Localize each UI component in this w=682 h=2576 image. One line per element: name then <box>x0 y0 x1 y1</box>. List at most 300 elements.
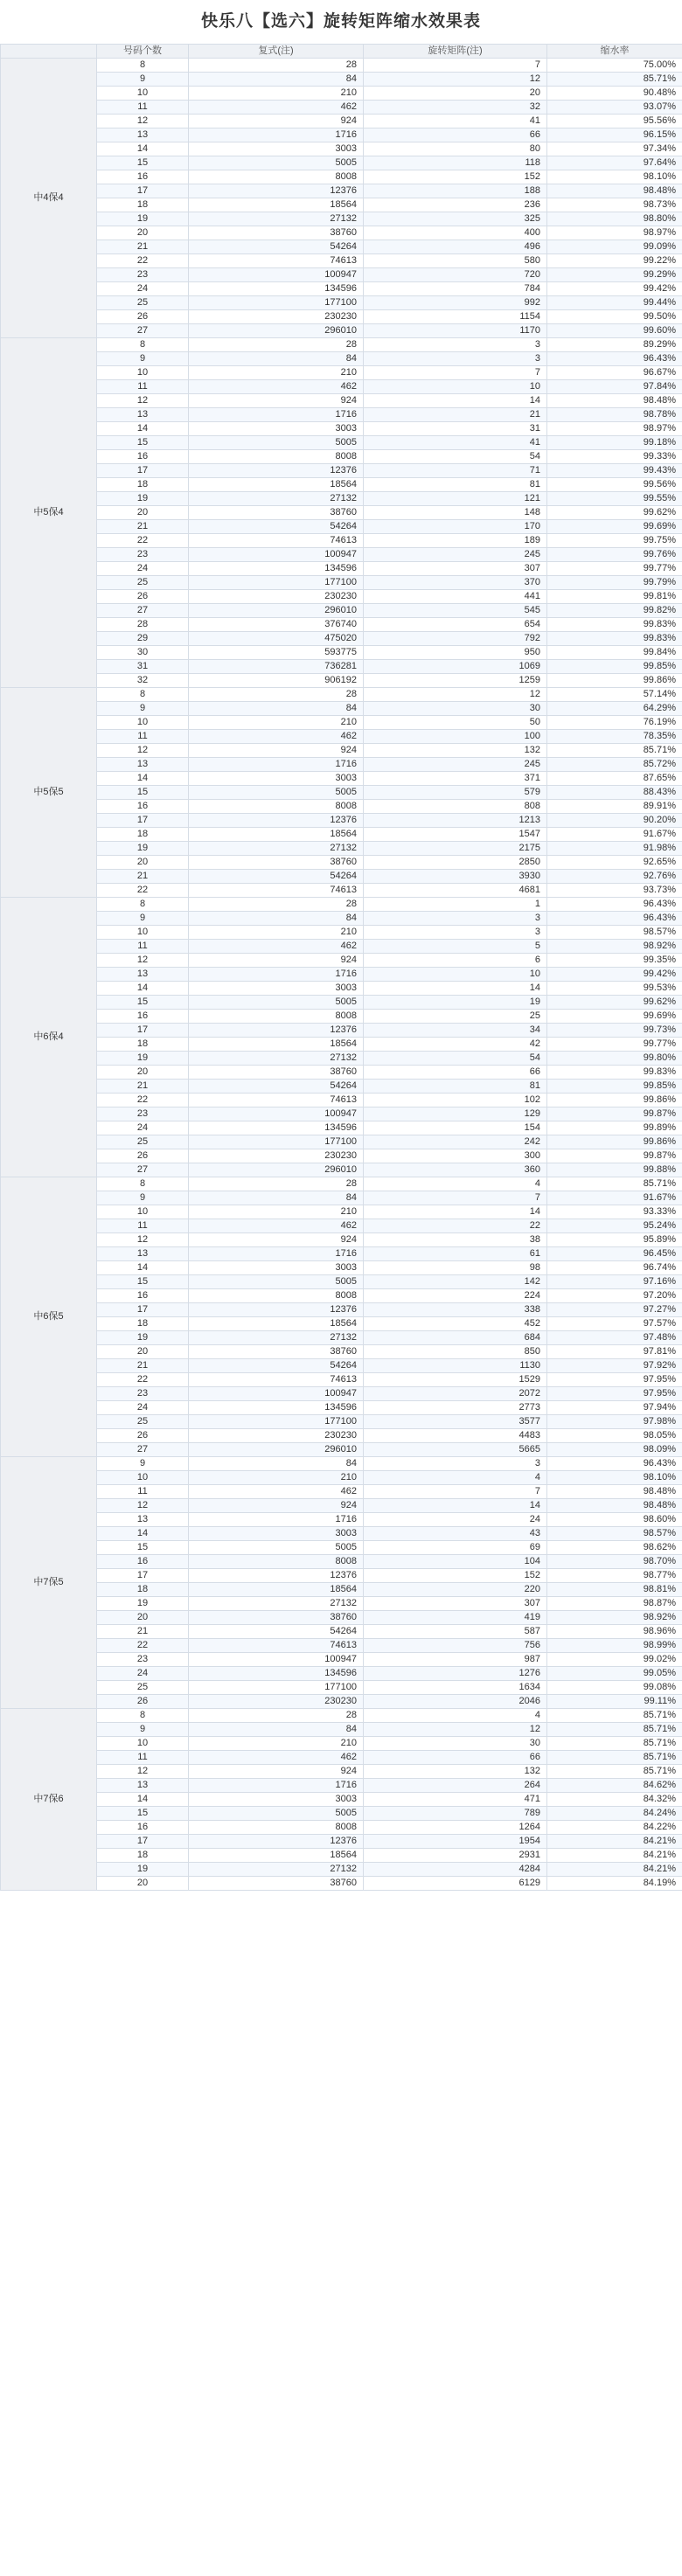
table-row <box>1 1765 682 1779</box>
full-bets-cell: 8008 <box>189 170 364 184</box>
matrix-bets-cell: 2175 <box>364 842 547 856</box>
full-bets-cell: 84 <box>189 73 364 87</box>
full-bets-cell: 1716 <box>189 968 364 982</box>
number-count-cell: 18 <box>97 198 189 212</box>
matrix-bets-cell: 545 <box>364 604 547 618</box>
full-bets-cell: 134596 <box>189 1401 364 1415</box>
reduction-rate-cell: 98.80% <box>547 212 682 226</box>
reduction-rate-cell: 89.91% <box>547 800 682 814</box>
number-count-cell: 20 <box>97 1345 189 1359</box>
table-row <box>1 1080 682 1094</box>
reduction-rate-cell: 84.62% <box>547 1779 682 1793</box>
reduction-rate-cell: 98.73% <box>547 198 682 212</box>
full-bets-cell: 84 <box>189 1457 364 1471</box>
number-count-cell: 26 <box>97 310 189 324</box>
matrix-bets-cell: 3 <box>364 912 547 926</box>
number-count-cell: 11 <box>97 1751 189 1765</box>
number-count-cell: 17 <box>97 1024 189 1038</box>
number-count-cell: 24 <box>97 1667 189 1681</box>
matrix-bets-cell: 224 <box>364 1289 547 1303</box>
reduction-rate-cell: 90.48% <box>547 87 682 101</box>
reduction-rate-cell: 99.50% <box>547 310 682 324</box>
full-bets-cell: 1716 <box>189 1513 364 1527</box>
reduction-rate-cell: 99.89% <box>547 1121 682 1135</box>
full-bets-cell: 84 <box>189 1723 364 1737</box>
full-bets-cell: 475020 <box>189 632 364 646</box>
matrix-bets-cell: 81 <box>364 1080 547 1094</box>
matrix-bets-cell: 684 <box>364 1331 547 1345</box>
number-count-cell: 16 <box>97 800 189 814</box>
number-count-cell: 26 <box>97 1429 189 1443</box>
number-count-cell: 24 <box>97 562 189 576</box>
reduction-rate-cell: 92.76% <box>547 870 682 884</box>
full-bets-cell: 296010 <box>189 324 364 338</box>
reduction-rate-cell: 85.71% <box>547 1177 682 1191</box>
table-row <box>1 1094 682 1107</box>
number-count-cell: 32 <box>97 674 189 688</box>
matrix-bets-cell: 152 <box>364 170 547 184</box>
full-bets-cell: 54264 <box>189 870 364 884</box>
matrix-bets-cell: 102 <box>364 1094 547 1107</box>
reduction-rate-cell: 99.35% <box>547 954 682 968</box>
matrix-bets-cell: 3 <box>364 352 547 366</box>
header-matrix: 旋转矩阵(注) <box>364 45 547 59</box>
full-bets-cell: 18564 <box>189 198 364 212</box>
matrix-bets-cell: 2850 <box>364 856 547 870</box>
matrix-bets-cell: 400 <box>364 226 547 240</box>
matrix-bets-cell: 307 <box>364 1597 547 1611</box>
table-row <box>1 1359 682 1373</box>
reduction-rate-cell: 99.43% <box>547 464 682 478</box>
matrix-bets-cell: 152 <box>364 1569 547 1583</box>
full-bets-cell: 27132 <box>189 1331 364 1345</box>
matrix-bets-cell: 987 <box>364 1653 547 1667</box>
table-row <box>1 1779 682 1793</box>
number-count-cell: 20 <box>97 1066 189 1080</box>
matrix-bets-cell: 10 <box>364 968 547 982</box>
full-bets-cell: 134596 <box>189 1667 364 1681</box>
matrix-bets-cell: 4681 <box>364 884 547 898</box>
matrix-bets-cell: 371 <box>364 772 547 786</box>
full-bets-cell: 462 <box>189 730 364 744</box>
number-count-cell: 17 <box>97 464 189 478</box>
reduction-rate-cell: 98.92% <box>547 940 682 954</box>
matrix-bets-cell: 38 <box>364 1233 547 1247</box>
matrix-bets-cell: 71 <box>364 464 547 478</box>
table-row <box>1 1457 682 1471</box>
reduction-rate-cell: 97.27% <box>547 1303 682 1317</box>
reduction-rate-cell: 98.96% <box>547 1625 682 1639</box>
number-count-cell: 25 <box>97 296 189 310</box>
group-label: 中6保5 <box>1 1177 97 1457</box>
table-row <box>1 716 682 730</box>
table-row <box>1 1527 682 1541</box>
full-bets-cell: 28 <box>189 59 364 73</box>
matrix-bets-cell: 264 <box>364 1779 547 1793</box>
table-row <box>1 366 682 380</box>
matrix-bets-cell: 1529 <box>364 1373 547 1387</box>
full-bets-cell: 8008 <box>189 1555 364 1569</box>
header-count: 号码个数 <box>97 45 189 59</box>
reduction-rate-cell: 96.43% <box>547 898 682 912</box>
number-count-cell: 25 <box>97 1681 189 1695</box>
number-count-cell: 15 <box>97 1541 189 1555</box>
reduction-rate-cell: 98.10% <box>547 1471 682 1485</box>
reduction-rate-cell: 99.69% <box>547 1010 682 1024</box>
full-bets-cell: 210 <box>189 1737 364 1751</box>
full-bets-cell: 12376 <box>189 1835 364 1849</box>
reduction-rate-cell: 98.57% <box>547 1527 682 1541</box>
reduction-rate-cell: 99.86% <box>547 674 682 688</box>
matrix-bets-cell: 25 <box>364 1010 547 1024</box>
reduction-rate-cell: 98.81% <box>547 1583 682 1597</box>
matrix-bets-cell: 808 <box>364 800 547 814</box>
number-count-cell: 17 <box>97 184 189 198</box>
number-count-cell: 9 <box>97 1457 189 1471</box>
table-row <box>1 1331 682 1345</box>
reduction-rate-cell: 99.29% <box>547 268 682 282</box>
number-count-cell: 21 <box>97 240 189 254</box>
matrix-bets-cell: 132 <box>364 744 547 758</box>
matrix-bets-cell: 20 <box>364 87 547 101</box>
reduction-rate-cell: 98.48% <box>547 1485 682 1499</box>
full-bets-cell: 5005 <box>189 1275 364 1289</box>
table-row <box>1 1415 682 1429</box>
matrix-bets-cell: 2773 <box>364 1401 547 1415</box>
matrix-bets-cell: 19 <box>364 996 547 1010</box>
table-row <box>1 1121 682 1135</box>
full-bets-cell: 100947 <box>189 268 364 282</box>
full-bets-cell: 100947 <box>189 1653 364 1667</box>
number-count-cell: 8 <box>97 338 189 352</box>
number-count-cell: 14 <box>97 142 189 156</box>
table-row <box>1 562 682 576</box>
reduction-rate-cell: 91.67% <box>547 828 682 842</box>
number-count-cell: 16 <box>97 1289 189 1303</box>
reduction-rate-cell: 97.98% <box>547 1415 682 1429</box>
matrix-bets-cell: 360 <box>364 1163 547 1177</box>
full-bets-cell: 54264 <box>189 520 364 534</box>
number-count-cell: 22 <box>97 1373 189 1387</box>
number-count-cell: 18 <box>97 1849 189 1863</box>
reduction-rate-cell: 85.71% <box>547 1737 682 1751</box>
table-row <box>1 254 682 268</box>
matrix-bets-cell: 370 <box>364 576 547 590</box>
number-count-cell: 24 <box>97 1401 189 1415</box>
table-row <box>1 1219 682 1233</box>
matrix-bets-cell: 142 <box>364 1275 547 1289</box>
full-bets-cell: 38760 <box>189 1877 364 1891</box>
full-bets-cell: 38760 <box>189 506 364 520</box>
table-row <box>1 1387 682 1401</box>
table-row <box>1 842 682 856</box>
table-row <box>1 1317 682 1331</box>
number-count-cell: 14 <box>97 1793 189 1807</box>
number-count-cell: 9 <box>97 702 189 716</box>
full-bets-cell: 38760 <box>189 1611 364 1625</box>
number-count-cell: 20 <box>97 226 189 240</box>
full-bets-cell: 3003 <box>189 982 364 996</box>
number-count-cell: 10 <box>97 1205 189 1219</box>
number-count-cell: 9 <box>97 73 189 87</box>
matrix-bets-cell: 189 <box>364 534 547 548</box>
table-row <box>1 142 682 156</box>
reduction-rate-cell: 99.08% <box>547 1681 682 1695</box>
reduction-rate-cell: 99.85% <box>547 1080 682 1094</box>
matrix-bets-cell: 4483 <box>364 1429 547 1443</box>
number-count-cell: 12 <box>97 1233 189 1247</box>
number-count-cell: 31 <box>97 660 189 674</box>
full-bets-cell: 1716 <box>189 758 364 772</box>
matrix-bets-cell: 236 <box>364 198 547 212</box>
full-bets-cell: 18564 <box>189 478 364 492</box>
full-bets-cell: 74613 <box>189 254 364 268</box>
reduction-rate-cell: 76.19% <box>547 716 682 730</box>
table-header-row <box>1 45 682 59</box>
reduction-rate-cell: 85.71% <box>547 1709 682 1723</box>
matrix-bets-cell: 245 <box>364 758 547 772</box>
table-row <box>1 1233 682 1247</box>
number-count-cell: 22 <box>97 1094 189 1107</box>
table-row <box>1 1066 682 1080</box>
matrix-bets-cell: 30 <box>364 1737 547 1751</box>
number-count-cell: 17 <box>97 1303 189 1317</box>
full-bets-cell: 134596 <box>189 1121 364 1135</box>
number-count-cell: 25 <box>97 1415 189 1429</box>
matrix-bets-cell: 100 <box>364 730 547 744</box>
matrix-bets-cell: 7 <box>364 1485 547 1499</box>
matrix-bets-cell: 42 <box>364 1038 547 1052</box>
matrix-bets-cell: 1213 <box>364 814 547 828</box>
number-count-cell: 20 <box>97 1611 189 1625</box>
number-count-cell: 20 <box>97 506 189 520</box>
reduction-rate-cell: 99.11% <box>547 1695 682 1709</box>
matrix-bets-cell: 104 <box>364 1555 547 1569</box>
full-bets-cell: 12376 <box>189 814 364 828</box>
reduction-rate-cell: 99.05% <box>547 1667 682 1681</box>
table-row <box>1 422 682 436</box>
full-bets-cell: 906192 <box>189 674 364 688</box>
full-bets-cell: 1716 <box>189 1247 364 1261</box>
number-count-cell: 11 <box>97 730 189 744</box>
table-row <box>1 1835 682 1849</box>
matrix-bets-cell: 1154 <box>364 310 547 324</box>
reduction-rate-cell: 85.71% <box>547 73 682 87</box>
number-count-cell: 16 <box>97 1821 189 1835</box>
full-bets-cell: 462 <box>189 940 364 954</box>
reduction-rate-cell: 98.60% <box>547 1513 682 1527</box>
number-count-cell: 11 <box>97 1485 189 1499</box>
reduction-rate-cell: 99.75% <box>547 534 682 548</box>
table-row <box>1 240 682 254</box>
table-row <box>1 380 682 394</box>
table-row <box>1 492 682 506</box>
full-bets-cell: 5005 <box>189 156 364 170</box>
matrix-bets-cell: 1 <box>364 898 547 912</box>
full-bets-cell: 28 <box>189 898 364 912</box>
full-bets-cell: 462 <box>189 1751 364 1765</box>
full-bets-cell: 8008 <box>189 1289 364 1303</box>
matrix-bets-cell: 154 <box>364 1121 547 1135</box>
full-bets-cell: 84 <box>189 912 364 926</box>
number-count-cell: 15 <box>97 436 189 450</box>
number-count-cell: 16 <box>97 450 189 464</box>
number-count-cell: 9 <box>97 1723 189 1737</box>
number-count-cell: 23 <box>97 548 189 562</box>
number-count-cell: 15 <box>97 156 189 170</box>
full-bets-cell: 924 <box>189 744 364 758</box>
full-bets-cell: 177100 <box>189 576 364 590</box>
number-count-cell: 18 <box>97 1317 189 1331</box>
full-bets-cell: 38760 <box>189 856 364 870</box>
page-title: 快乐八【选六】旋转矩阵缩水效果表 <box>200 12 481 31</box>
full-bets-cell: 27132 <box>189 1597 364 1611</box>
table-row <box>1 1010 682 1024</box>
matrix-bets-cell: 41 <box>364 436 547 450</box>
number-count-cell: 25 <box>97 576 189 590</box>
full-bets-cell: 8008 <box>189 1010 364 1024</box>
table-row <box>1 828 682 842</box>
table-row <box>1 1667 682 1681</box>
reduction-rate-cell: 85.71% <box>547 1723 682 1737</box>
reduction-rate-cell: 98.77% <box>547 1569 682 1583</box>
matrix-bets-cell: 300 <box>364 1149 547 1163</box>
full-bets-cell: 38760 <box>189 1345 364 1359</box>
reduction-rate-cell: 98.48% <box>547 1499 682 1513</box>
matrix-bets-cell: 3 <box>364 338 547 352</box>
reduction-rate-cell: 98.97% <box>547 422 682 436</box>
matrix-bets-cell: 31 <box>364 422 547 436</box>
number-count-cell: 9 <box>97 1191 189 1205</box>
matrix-bets-cell: 1259 <box>364 674 547 688</box>
table-row <box>1 1751 682 1765</box>
full-bets-cell: 1716 <box>189 128 364 142</box>
number-count-cell: 28 <box>97 618 189 632</box>
reduction-rate-cell: 99.62% <box>547 506 682 520</box>
number-count-cell: 18 <box>97 1583 189 1597</box>
matrix-bets-cell: 148 <box>364 506 547 520</box>
matrix-bets-cell: 22 <box>364 1219 547 1233</box>
full-bets-cell: 177100 <box>189 1135 364 1149</box>
matrix-bets-cell: 188 <box>364 184 547 198</box>
number-count-cell: 17 <box>97 814 189 828</box>
number-count-cell: 11 <box>97 380 189 394</box>
reduction-rate-cell: 97.48% <box>547 1331 682 1345</box>
number-count-cell: 12 <box>97 115 189 128</box>
number-count-cell: 8 <box>97 1177 189 1191</box>
full-bets-cell: 924 <box>189 1233 364 1247</box>
number-count-cell: 17 <box>97 1835 189 1849</box>
reduction-rate-cell: 99.62% <box>547 996 682 1010</box>
matrix-bets-cell: 496 <box>364 240 547 254</box>
matrix-bets-cell: 5 <box>364 940 547 954</box>
group-label: 中5保5 <box>1 688 97 898</box>
matrix-bets-cell: 14 <box>364 1205 547 1219</box>
full-bets-cell: 3003 <box>189 1261 364 1275</box>
number-count-cell: 8 <box>97 688 189 702</box>
number-count-cell: 19 <box>97 212 189 226</box>
table-row <box>1 674 682 688</box>
table-row <box>1 1583 682 1597</box>
full-bets-cell: 12376 <box>189 1303 364 1317</box>
table-row <box>1 464 682 478</box>
matrix-bets-cell: 471 <box>364 1793 547 1807</box>
table-row <box>1 730 682 744</box>
number-count-cell: 13 <box>97 968 189 982</box>
matrix-bets-cell: 24 <box>364 1513 547 1527</box>
table-row <box>1 268 682 282</box>
reduction-rate-cell: 96.67% <box>547 366 682 380</box>
full-bets-cell: 28 <box>189 1709 364 1723</box>
table-row <box>1 1555 682 1569</box>
matrix-bets-cell: 220 <box>364 1583 547 1597</box>
table-row <box>1 1191 682 1205</box>
table-row <box>1 184 682 198</box>
number-count-cell: 13 <box>97 758 189 772</box>
reduction-rate-cell: 99.09% <box>547 240 682 254</box>
matrix-bets-cell: 121 <box>364 492 547 506</box>
table-row <box>1 702 682 716</box>
reduction-rate-cell: 99.33% <box>547 450 682 464</box>
number-count-cell: 24 <box>97 282 189 296</box>
reduction-rate-cell: 98.05% <box>547 1429 682 1443</box>
number-count-cell: 12 <box>97 954 189 968</box>
group-label: 中6保4 <box>1 898 97 1177</box>
full-bets-cell: 210 <box>189 926 364 940</box>
reduction-rate-cell: 98.78% <box>547 408 682 422</box>
matrix-bets-cell: 66 <box>364 1751 547 1765</box>
matrix-bets-cell: 81 <box>364 478 547 492</box>
full-bets-cell: 924 <box>189 115 364 128</box>
full-bets-cell: 210 <box>189 1471 364 1485</box>
full-bets-cell: 27132 <box>189 492 364 506</box>
matrix-bets-cell: 992 <box>364 296 547 310</box>
table-row <box>1 408 682 422</box>
table-row <box>1 1163 682 1177</box>
table-row <box>1 394 682 408</box>
full-bets-cell: 3003 <box>189 772 364 786</box>
matrix-bets-cell: 12 <box>364 1723 547 1737</box>
table-row <box>1 590 682 604</box>
matrix-bets-cell: 338 <box>364 1303 547 1317</box>
table-row <box>1 478 682 492</box>
table-row <box>1 1345 682 1359</box>
matrix-bets-cell: 69 <box>364 1541 547 1555</box>
reduction-rate-cell: 99.87% <box>547 1107 682 1121</box>
number-count-cell: 12 <box>97 394 189 408</box>
full-bets-cell: 12376 <box>189 184 364 198</box>
reduction-rate-cell: 99.55% <box>547 492 682 506</box>
matrix-bets-cell: 784 <box>364 282 547 296</box>
full-bets-cell: 462 <box>189 101 364 115</box>
number-count-cell: 14 <box>97 772 189 786</box>
reduction-rate-cell: 97.92% <box>547 1359 682 1373</box>
full-bets-cell: 924 <box>189 1765 364 1779</box>
reduction-rate-cell: 97.34% <box>547 142 682 156</box>
reduction-rate-cell: 97.95% <box>547 1387 682 1401</box>
full-bets-cell: 177100 <box>189 1681 364 1695</box>
matrix-bets-cell: 3577 <box>364 1415 547 1429</box>
matrix-bets-cell: 118 <box>364 156 547 170</box>
table-row <box>1 1443 682 1457</box>
full-bets-cell: 74613 <box>189 1094 364 1107</box>
reduction-rate-cell: 99.60% <box>547 324 682 338</box>
matrix-bets-cell: 7 <box>364 59 547 73</box>
reduction-rate-cell: 85.72% <box>547 758 682 772</box>
full-bets-cell: 177100 <box>189 296 364 310</box>
number-count-cell: 13 <box>97 1779 189 1793</box>
table-row <box>1 1695 682 1709</box>
